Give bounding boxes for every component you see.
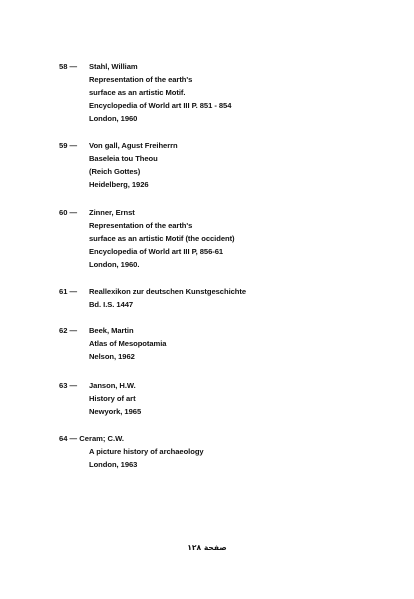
entry-source: Encyclopedia of World art III P, 856-61 [89,247,224,256]
entry-text [89,445,204,471]
entry-text [89,206,235,271]
entry-publication: London, 1960 [89,114,138,123]
entry-text [89,379,141,418]
entry-number: 59 — [59,141,78,150]
entry-publication: Newyork, 1965 [89,407,142,416]
entry-title-line: surface as an artistic Motif. [89,88,186,97]
entry-publication: Heidelberg, 1926 [89,180,149,189]
entry-number-and-author [59,432,124,445]
entry-title-line: A picture history of archaeology [89,447,204,456]
entry-title-line: Atlas of Mesopotamia [89,339,167,348]
entry-author: Janson, H.W. [89,381,136,390]
entry-author: Ceram; C.W. [79,434,125,443]
entry-text [89,60,231,125]
entry-number: 58 — [59,62,78,71]
entry-author: Beek, Martin [89,326,134,335]
entry-number: 63 — [59,381,78,390]
page-number: صفحة ١٢٨ [187,543,227,552]
entry-title-line: Baseleia tou Theou [89,154,158,163]
entry-number: 61 — [59,287,78,296]
entry-publication: London, 1963 [89,460,138,469]
entry-title-line: Representation of the earth's [89,221,193,230]
entry-text [89,324,166,363]
entry-author: Von gall, Agust Freiherrn [89,141,178,150]
entry-text [89,285,246,311]
entry-title-line: surface as an artistic Motif (the occident) [89,234,235,243]
entry-author: Zinner, Ernst [89,208,135,217]
entry-source: Encyclopedia of World art III P. 851 - 854 [89,101,232,110]
entry-number: 64 — [59,434,78,443]
entry-number: 60 — [59,208,78,217]
entry-text [89,139,178,191]
entry-publication: London, 1960. [89,260,140,269]
entry-number: 62 — [59,326,78,335]
entry-publication: Nelson, 1962 [89,352,135,361]
entry-title-line: History of art [89,394,136,403]
entry-title-line: Representation of the earth's [89,75,193,84]
entry-author: Stahl, William [89,62,138,71]
entry-title-line: (Reich Gottes) [89,167,141,176]
entry-title-line: Reallexikon zur deutschen Kunstgeschichte [89,287,247,296]
entry-publication: Bd. I.S. 1447 [89,300,134,309]
